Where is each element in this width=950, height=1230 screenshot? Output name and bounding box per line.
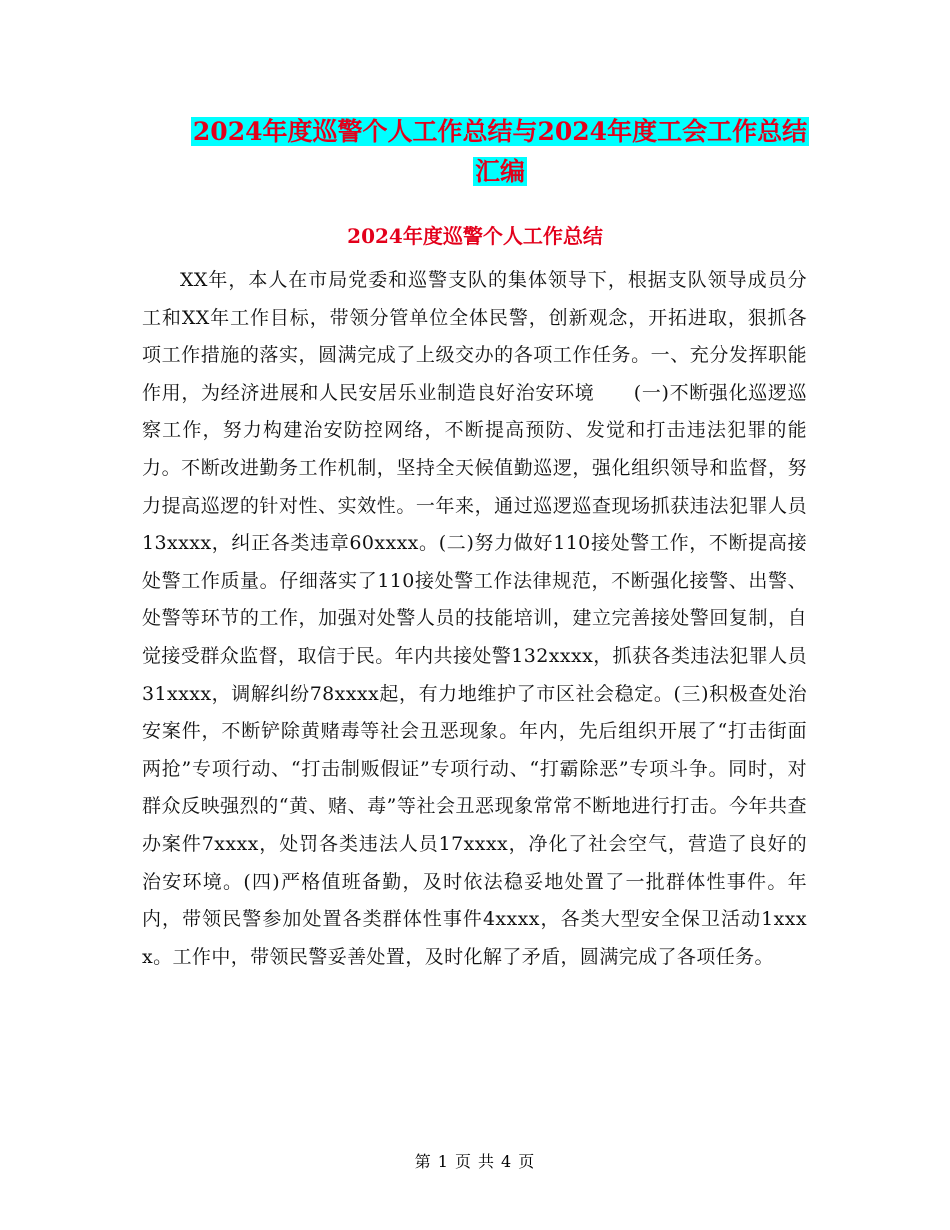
footer-page-number: 1 [437, 1152, 449, 1171]
footer-total-pages: 4 [501, 1152, 513, 1171]
footer-label-of: 页 共 [454, 1152, 496, 1171]
section-title: 2024年度巡警个人工作总结 [347, 224, 603, 248]
footer-label-page: 第 [414, 1152, 432, 1171]
document-title-line2: 汇编 [474, 157, 525, 186]
footer-label-pages: 页 [518, 1152, 536, 1171]
page-footer [0, 1150, 950, 1174]
document-title-line1: 2024年度巡警个人工作总结与2024年度工会工作总结 [192, 117, 808, 146]
body-paragraph: XX年，本人在市局党委和巡警支队的集体领导下，根据支队领导成员分工和XX年工作目标，带领分管单位全体民警，创新观念，开拓进取，狠抓各项工作措施的落实，圆满完成了上级交办的各项工作任务。一、充分发挥职能作用，为经济进展和人民安居乐业制造良好治安环境 (一)不断强化巡逻巡察工作，努力构建治安防控网络，不断提高预防、发觉和打击违法犯罪的能力。不断改进勤务工作机制，坚持全天候值勤巡逻，强化组织领导和监督，努力提高巡逻的针对性、实效性。一年来，通过巡逻巡查现场抓获违法犯罪人员13xxxx，纠正各类违章60xxxx。(二)努力做好110接处警工作，不断提高接处警工作质量。仔细落实了110接处警工作法律规范，不断强化接警、出警、处警等环节的工作，加强对处警人员的技能培训，建立完善接处警回复制，自觉接受群众监督，取信于民。年内共接处警132xxxx，抓获各类违法犯罪人员31xxxx，调解纠纷78xxxx起，有力地维护了市区社会稳定。(三)积极查处治安案件，不断铲除黄赌毒等社会丑恶现象。年内，先后组织开展了“打击街面两抢”专项行动、“打击制贩假证”专项行动、“打霸除恶”专项斗争。同时，对群众反映强烈的“黄、赌、毒”等社会丑恶现象常常不断地进行打击。今年共查办案件7xxxx，处罚各类违法人员17xxxx，净化了社会空气，营造了良好的治安环境。(四)严格值班备勤，及时依法稳妥地处置了一批群体性事件。年内，带领民警参加处置各类群体性事件4xxxx，各类大型安全保卫活动1xxxx。工作中，带领民警妥善处置，及时化解了矛盾，圆满完成了各项任务。 [142, 269, 807, 968]
document-title [140, 112, 860, 192]
